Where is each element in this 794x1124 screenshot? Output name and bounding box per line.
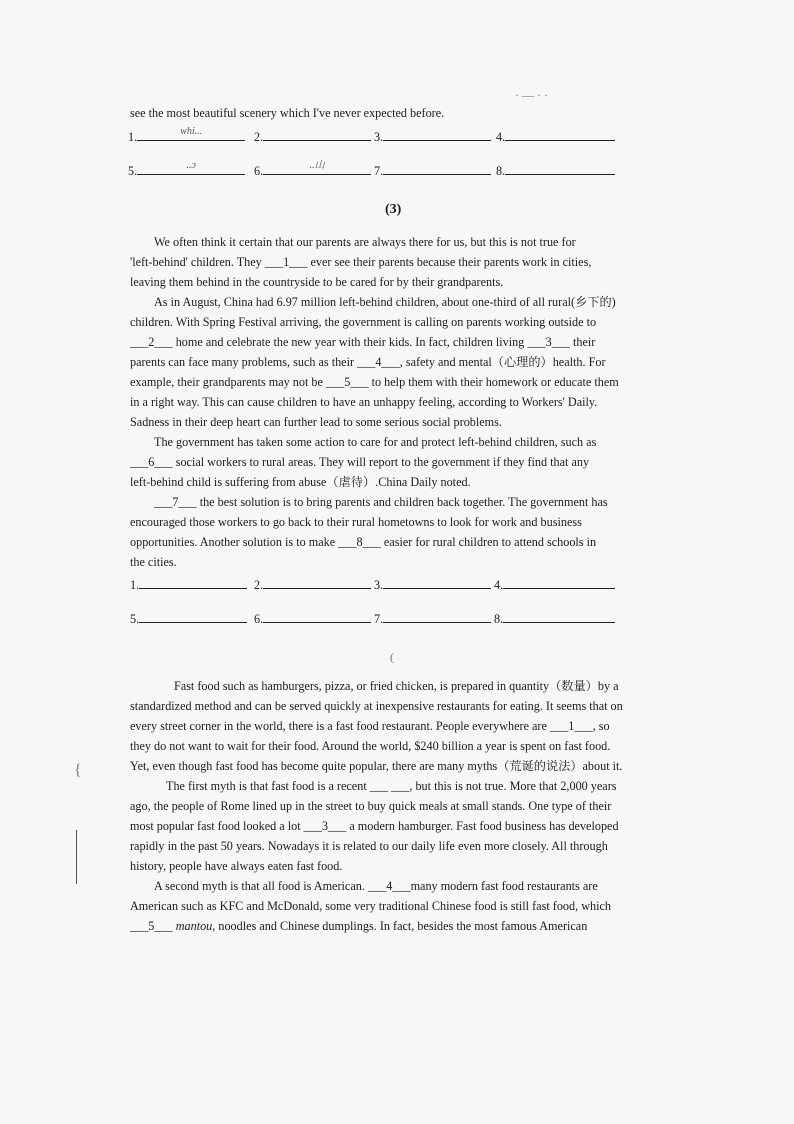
italic-word: mantou (175, 919, 213, 933)
passage-line: most popular fast food looked a lot ___3___ a modern hamburger. Fast food business has developed (130, 819, 619, 833)
answer-label: 7. (374, 164, 384, 178)
passage-line: Yet, even though fast food has become quite popular, there are many myths（荒诞的说法）about it. (130, 759, 623, 773)
answer-label: 2. (254, 578, 264, 592)
passage-line: 'left-behind' children. They ___1___ ever see their parents because their parents work in cities, (130, 255, 592, 269)
answer-blank[interactable] (505, 128, 615, 141)
passage-line: A second myth is that all food is American. ___4___many modern fast food restaurants are (154, 879, 598, 893)
answer-label: 8. (496, 164, 506, 178)
passage-line: left-behind child is suffering from abuse（虐待）.China Daily noted. (130, 475, 471, 489)
passage-line: the cities. (130, 555, 177, 569)
answer-label: 3. (374, 130, 384, 144)
answer-blank[interactable] (263, 128, 371, 141)
passage-line: every street corner in the world, there is a fast food restaurant. People everywhere are ___1___, so (130, 719, 610, 733)
passage-line: example, their grandparents may not be ___5___ to help them with their homework or educate them (130, 375, 619, 389)
answer-blank[interactable] (263, 162, 371, 175)
answer-blank[interactable] (137, 128, 245, 141)
answer-label: 3. (374, 578, 384, 592)
scan-mark-left: { (74, 762, 82, 779)
passage-line: The first myth is that fast food is a recent ___ ___, but this is not true. More that 2,000 years (166, 779, 617, 793)
answer-blank[interactable] (383, 128, 491, 141)
answer-label: 4. (496, 130, 506, 144)
handwritten-note: ..山 (309, 160, 325, 171)
answer-label: 1. (130, 578, 140, 592)
passage-line: leaving them behind in the countryside to be cared for by their grandparents. (130, 275, 504, 289)
answer-label: 8. (494, 612, 504, 626)
handwritten-note: whi... (180, 126, 203, 137)
answer-blank[interactable] (503, 576, 615, 589)
answer-blank[interactable] (139, 576, 247, 589)
answer-label: 6. (254, 612, 264, 626)
answer-label: 4. (494, 578, 504, 592)
passage-line: ___5___ mantou, noodles and Chinese dumplings. In fact, besides the most famous American (130, 919, 588, 933)
passage-line: As in August, China had 6.97 million left-behind children, about one-third of all rural(乡下的) (154, 295, 616, 309)
passage-line: children. With Spring Festival arriving, the government is calling on parents working outside to (130, 315, 597, 329)
answer-blank[interactable] (383, 610, 491, 623)
answer-blank[interactable] (503, 610, 615, 623)
answer-blank[interactable] (383, 162, 491, 175)
passage-line: Fast food such as hamburgers, pizza, or fried chicken, is prepared in quantity（数量）by a (174, 679, 619, 693)
passage-line: American such as KFC and McDonald, some very traditional Chinese food is still fast food, which (130, 899, 611, 913)
answer-label: 5. (130, 612, 140, 626)
answer-blank[interactable] (263, 610, 371, 623)
answer-blank[interactable] (383, 576, 491, 589)
passage-line: rapidly in the past 50 years. Nowadays it is related to our daily life even more closely. All through (130, 839, 608, 853)
scan-mark-center: ( (390, 650, 394, 664)
passage-line: The government has taken some action to care for and protect left-behind children, such as (154, 435, 597, 449)
passage-line: ___7___ the best solution is to bring parents and children back together. The government has (154, 495, 608, 509)
passage-line: Sadness in their deep heart can further lead to some serious social problems. (130, 415, 502, 429)
passage-line: in a right way. This can cause children to have an unhappy feeling, according to Workers' Daily. (130, 395, 598, 409)
answer-blank[interactable] (263, 576, 371, 589)
passage-line: We often think it certain that our parents are always there for us, but this is not true for (154, 235, 576, 249)
passage-line: ___6___ social workers to rural areas. They will report to the government if they find that any (130, 455, 590, 469)
margin-line (76, 830, 77, 884)
passage-line: opportunities. Another solution is to make ___8___ easier for rural children to attend schools in (130, 535, 597, 549)
passage-line: ___2___ home and celebrate the new year with their kids. In fact, children living ___3___ their (130, 335, 596, 349)
passage-line: standardized method and can be served quickly at inexpensive restaurants for eating. It seems that on (130, 699, 623, 713)
answer-blank[interactable] (505, 162, 615, 175)
top-line: see the most beautiful scenery which I've never expected before. (130, 106, 445, 120)
answer-label: 5. (128, 164, 138, 178)
passage-line: parents can face many problems, such as their ___4___, safety and mental（心理的）health. For (130, 355, 606, 369)
answer-blank[interactable] (139, 610, 247, 623)
passage-line: ago, the people of Rome lined up in the street to buy quick meals at small stands. One type of their (130, 799, 612, 813)
answer-label: 6. (254, 164, 264, 178)
scan-mark-top-right: · — · · (515, 88, 548, 102)
passage-line: they do not want to wait for their food. Around the world, $240 billion a year is spent on fast food. (130, 739, 611, 753)
answer-label: 7. (374, 612, 384, 626)
handwritten-note: ..ɔ (186, 160, 196, 171)
answer-label: 1. (128, 130, 138, 144)
passage-4 (130, 676, 636, 936)
passage-line: history, people have always eaten fast food. (130, 859, 343, 873)
section-heading: (3) (385, 202, 402, 217)
passage-line: encouraged those workers to go back to their rural hometowns to look for work and business (130, 515, 582, 529)
answer-label: 2. (254, 130, 264, 144)
answer-blank[interactable] (137, 162, 245, 175)
passage-3 (130, 232, 636, 572)
